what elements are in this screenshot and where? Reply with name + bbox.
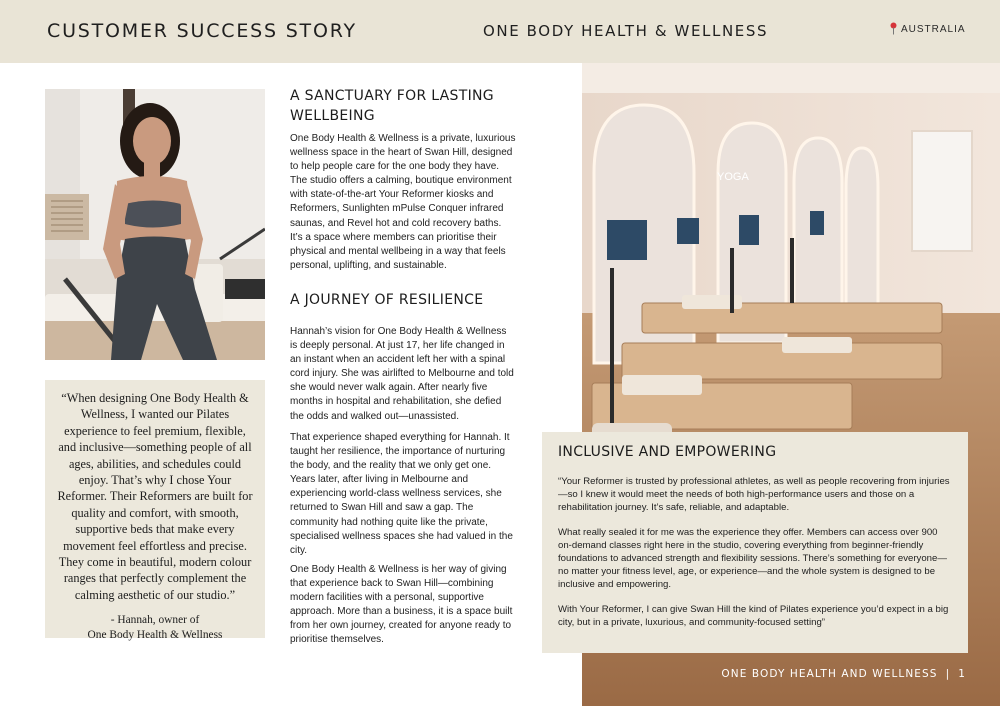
journey-paragraph-2: That experience shaped everything for Hannah. It taught her resilience, the importance of nurturing the body, and the reality that we only get one. Years later, after living in Melbourne and experiencing world-class wellness services, she returned to Swan Hill and saw a gap. The community had nothing quite like the private, specialised wellness spaces she had valued in the city. <box>290 432 513 556</box>
owner-quote-box <box>45 380 265 642</box>
footer-label: ONE BODY HEALTH AND WELLNESS <box>721 668 938 680</box>
page-footer <box>700 668 966 680</box>
page-title: CUSTOMER SUCCESS STORY <box>47 20 357 42</box>
journey-heading: A JOURNEY OF RESILIENCE <box>290 292 484 308</box>
page-number: 1 <box>958 668 966 680</box>
location-label <box>889 24 966 35</box>
sanctuary-heading: A SANCTUARY FOR LASTING WELLBEING <box>290 88 494 124</box>
journey-paragraph-3: One Body Health & Wellness is her way of giving that experience back to Swan Hill—combining modern facilities with a personal, supportive approach. More than a business, it is a space built from her own journey, created for anyone ready to prioritise themselves. <box>290 564 513 646</box>
journey-paragraph-1: Hannah’s vision for One Body Health & Wellness is deeply personal. At just 17, her life changed in an instant when an accident left her with a spinal cord injury. She was airlifted to Melbourne and told she would never walk again. After nearly five months in hospital and rehabilitation, she defied the odds and walked out—unassisted. <box>290 326 514 422</box>
sanctuary-paragraph: One Body Health & Wellness is a private, luxurious wellness space in the heart of Swan Hill, designed to help people care for the one body they have. The studio offers a calming, boutique environment with state-of-the-art Your Reformer kiosks and Reformers, Sunlighten mPulse Conquer infrared saunas, and Revel hot and cold recovery baths. It’s a space where members can prioritise their physical and mental wellbeing in a way that feels personal, uplifting, and sustainable. <box>290 133 516 271</box>
location-text: AUSTRALIA <box>901 24 966 35</box>
inclusive-paragraph-2: What really sealed it for me was the experience they offer. Members can access over 900 on-demand classes right here in the studio, covering everything from beginner-friendly foundations to advanced strength and flexibility sessions. There’s something for everyone—no matter your fitness level, age, or experience—and the whole system is designed to be inclusive and empowering. <box>558 526 947 591</box>
company-name: ONE BODY HEALTH & WELLNESS <box>483 22 769 40</box>
footer-separator: | <box>945 668 951 680</box>
inclusive-paragraph-1: “Your Reformer is trusted by professional athletes, as well as people recovering from injuries—so I knew it would meet the needs of both high-performance users and those on a rehabilitation journey. It’s safe, reliable, and adaptable. <box>558 476 950 514</box>
inclusive-heading: INCLUSIVE AND EMPOWERING <box>558 444 777 460</box>
inclusive-paragraph-3: With Your Reformer, I can give Swan Hill the kind of Pilates experience you’d expect in a big city, but in a private, luxurious, and community-focused setting” <box>558 603 949 628</box>
quote-author-line1: - Hannah, owner of <box>110 614 200 627</box>
studio-wall-sign: YOGA <box>717 171 749 183</box>
page-header <box>0 0 1000 63</box>
quote-author-line2: One Body Health & Wellness <box>87 629 223 642</box>
map-pin-icon <box>889 22 898 35</box>
owner-quote-text: “When designing One Body Health & Wellness, I wanted our Pilates experience to feel premium, flexible, and inclusive—something people of all ages, abilities, and schedules could enjoy. That’s why I chose Your Reformer. Their Reformers are built for quality and comfort, with smooth, supportive beds that make every movement feel effortless and precise. They come in beautiful, modern colour ranges that perfectly complement the calming aesthetic of our studio.” <box>57 391 253 602</box>
portrait-illustration <box>45 89 265 360</box>
quote-attribution <box>55 613 255 643</box>
inclusive-section <box>542 432 968 653</box>
owner-portrait-photo <box>45 89 265 360</box>
